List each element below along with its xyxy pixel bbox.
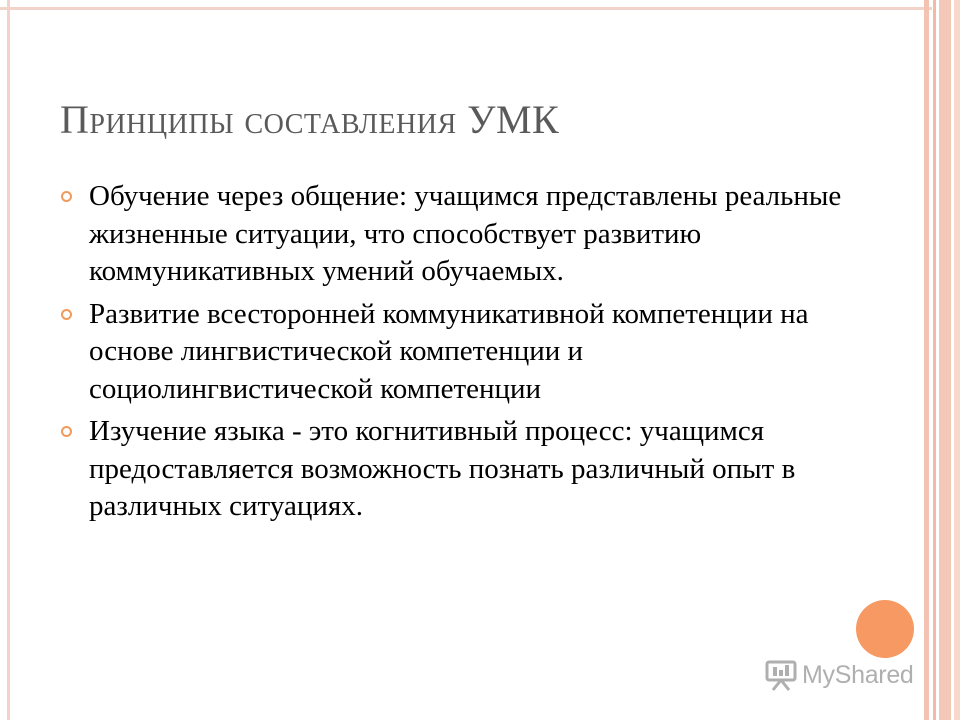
bullet-text: Изучение языка - это когнитивный процесс: учащимся предоставляется возможность познать различный опыт в различных ситуациях. xyxy=(89,415,796,522)
left-frame-line xyxy=(7,0,10,720)
bullet-text: Обучение через общение: учащимся представлены реальные жизненные ситуации, что способствует развитию коммуникативных умений обучаемых. xyxy=(89,180,842,287)
bullet-text: Развитие всесторонней коммуникативной компетенции на основе лингвистической компетенции и социолингвистической компетенции xyxy=(89,297,809,405)
right-decorative-stripes xyxy=(924,0,960,720)
bullet-item xyxy=(60,178,860,291)
slide-title: Принципы составления УМК xyxy=(60,97,560,142)
presentation-board-icon xyxy=(764,659,798,691)
watermark xyxy=(764,657,914,693)
stripe xyxy=(954,0,960,720)
bullet-item xyxy=(60,413,860,526)
bullet-item xyxy=(60,296,860,409)
circle-bullet-icon xyxy=(61,426,72,437)
stripe xyxy=(939,0,951,720)
stripe xyxy=(924,0,929,720)
bullet-list xyxy=(60,178,860,531)
top-frame-line xyxy=(0,7,932,10)
decorative-orange-circle xyxy=(856,600,914,658)
circle-bullet-icon xyxy=(61,309,72,320)
circle-bullet-icon xyxy=(61,191,72,202)
watermark-text: MyShared xyxy=(802,660,914,689)
stripe xyxy=(933,0,936,720)
